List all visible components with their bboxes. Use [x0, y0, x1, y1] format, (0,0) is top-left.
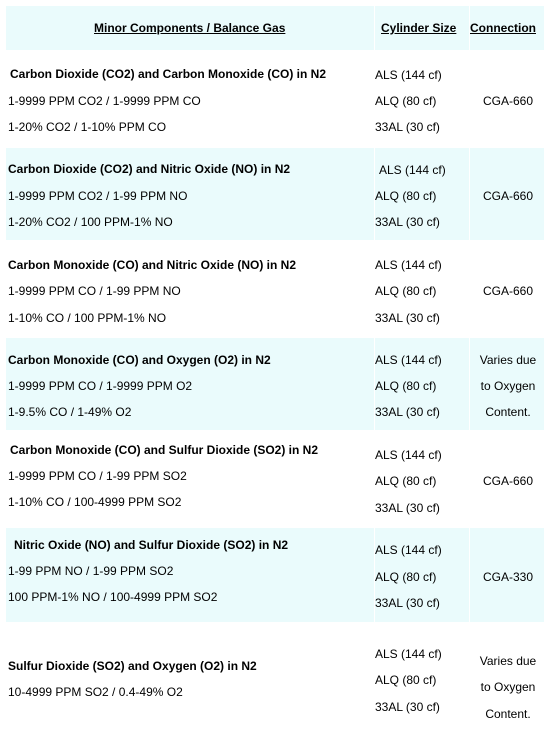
- cylinder-size: ALS (144 cf): [375, 353, 442, 367]
- cylinder-size: ALQ (80 cf): [375, 379, 437, 393]
- cylinder-size: ALS (144 cf): [375, 543, 442, 557]
- table-row: [6, 528, 544, 622]
- cylinder-size: ALQ (80 cf): [375, 284, 437, 298]
- cylinder-size: 33AL (30 cf): [375, 596, 440, 610]
- cylinder-size: 33AL (30 cf): [375, 120, 440, 134]
- row-range: 1-20% CO2 / 1-10% PPM CO: [8, 120, 167, 134]
- connection-line: to Oxygen: [480, 680, 536, 694]
- table-row: [6, 243, 544, 335]
- cylinder-size: 33AL (30 cf): [375, 215, 440, 229]
- table-row: [6, 625, 544, 737]
- row-title: Nitric Oxide (NO) and Sulfur Dioxide (SO2) in N2: [14, 538, 289, 552]
- table-row: [6, 338, 544, 430]
- cylinder-size: 33AL (30 cf): [375, 405, 440, 419]
- cylinder-size: ALS (144 cf): [375, 448, 442, 462]
- row-range: 1-9999 PPM CO2 / 1-99 PPM NO: [8, 189, 188, 203]
- row-range: 1-9999 PPM CO / 1-99 PPM SO2: [8, 469, 187, 483]
- connection: CGA-660: [482, 284, 534, 298]
- table-row: [6, 433, 544, 525]
- connection-line: Varies due: [479, 654, 537, 668]
- row-range: 1-9999 PPM CO2 / 1-9999 PPM CO: [8, 94, 201, 108]
- cylinder-size: ALS (144 cf): [379, 163, 446, 177]
- connection-line: Varies due: [479, 353, 537, 367]
- row-title: Carbon Monoxide (CO) and Nitric Oxide (NO) in N2: [8, 258, 297, 272]
- connection-line: Content.: [485, 707, 531, 721]
- row-title: Carbon Dioxide (CO2) and Carbon Monoxide (CO) in N2: [10, 67, 327, 81]
- connection: CGA-660: [482, 94, 534, 108]
- header-cylinder-size: Cylinder Size: [381, 21, 457, 35]
- row-range: 1-20% CO2 / 100 PPM-1% NO: [8, 215, 173, 229]
- row-range: 1-9.5% CO / 1-49% O2: [8, 405, 132, 419]
- connection: CGA-330: [482, 570, 534, 584]
- cylinder-size: 33AL (30 cf): [375, 501, 440, 515]
- cylinder-size: ALQ (80 cf): [375, 474, 437, 488]
- cylinder-size: ALQ (80 cf): [375, 570, 437, 584]
- cylinder-size: 33AL (30 cf): [375, 700, 440, 714]
- connection: CGA-660: [482, 474, 534, 488]
- row-range: 100 PPM-1% NO / 100-4999 PPM SO2: [8, 590, 218, 604]
- row-title: Carbon Monoxide (CO) and Sulfur Dioxide (SO2) in N2: [10, 443, 319, 457]
- header-connection: Connection: [470, 21, 536, 35]
- row-range: 1-10% CO / 100-4999 PPM SO2: [8, 495, 182, 509]
- table-row: [6, 148, 544, 240]
- row-range: 10-4999 PPM SO2 / 0.4-49% O2: [8, 685, 183, 699]
- cylinder-size: ALS (144 cf): [375, 647, 442, 661]
- cylinder-size: ALQ (80 cf): [375, 673, 437, 687]
- row-range: 1-9999 PPM CO / 1-9999 PPM O2: [8, 379, 193, 393]
- cylinder-size: ALS (144 cf): [375, 68, 442, 82]
- row-title: Carbon Monoxide (CO) and Oxygen (O2) in N2: [8, 353, 271, 367]
- table-row: [6, 53, 544, 145]
- row-range: 1-10% CO / 100 PPM-1% NO: [8, 311, 167, 325]
- row-range: 1-9999 PPM CO / 1-99 PPM NO: [8, 284, 181, 298]
- header-components: Minor Components / Balance Gas: [94, 21, 286, 35]
- row-title: Sulfur Dioxide (SO2) and Oxygen (O2) in N2: [8, 659, 257, 673]
- cylinder-size: 33AL (30 cf): [375, 311, 440, 325]
- cylinder-size: ALS (144 cf): [375, 258, 442, 272]
- connection-line: to Oxygen: [480, 379, 536, 393]
- connection: CGA-660: [482, 189, 534, 203]
- table-header: [6, 6, 544, 50]
- row-title: Carbon Dioxide (CO2) and Nitric Oxide (NO) in N2: [8, 162, 291, 176]
- row-range: 1-99 PPM NO / 1-99 PPM SO2: [8, 564, 174, 578]
- connection-line: Content.: [485, 405, 531, 419]
- cylinder-size: ALQ (80 cf): [375, 189, 437, 203]
- cylinder-size: ALQ (80 cf): [375, 94, 437, 108]
